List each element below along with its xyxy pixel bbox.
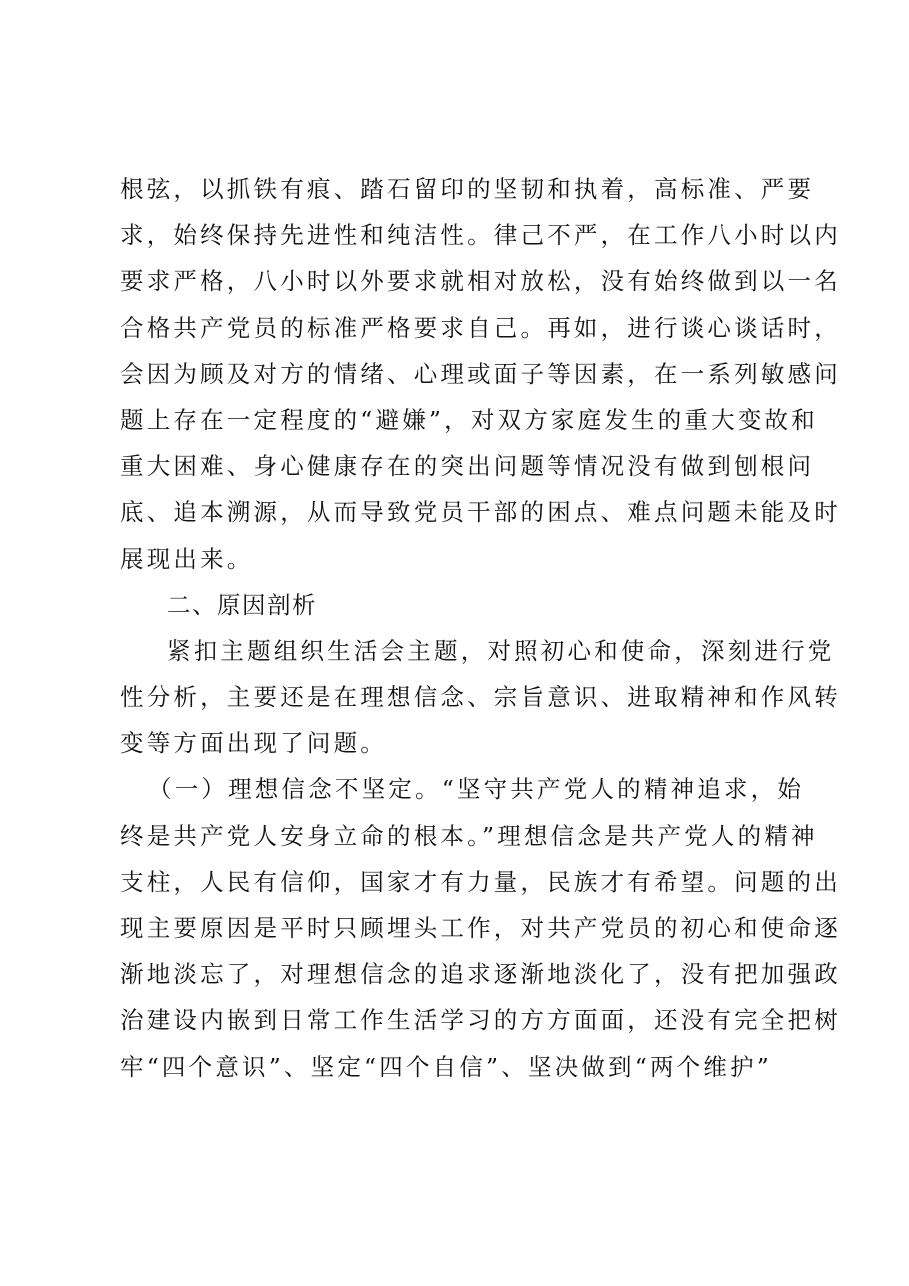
paragraph-line: 性分析，主要还是在理想信念、宗旨意识、进取精神和作风转 xyxy=(120,683,841,712)
paragraph-line: 展现出来。 xyxy=(120,544,254,573)
paragraph-line: 题上存在一定程度的“避嫌”，对双方家庭发生的重大变故和 xyxy=(120,405,818,434)
section-heading: 二、原因剖析 xyxy=(167,590,317,619)
paragraph-line: 终是共产党人安身立命的根本。”理想信念是共产党人的精神 xyxy=(120,821,818,850)
paragraph-line: 求，始终保持先进性和纯洁性。律己不严，在工作八小时以内 xyxy=(120,221,841,250)
paragraph-line: 牢“四个意识”、坚定“四个自信”、坚决做到“两个维护” xyxy=(120,1052,772,1081)
subsection-heading-line: （一）理想信念不坚定。“坚守共产党人的精神追求，始 xyxy=(148,775,805,804)
paragraph-line: 支柱，人民有信仰，国家才有力量，民族才有希望。问题的出 xyxy=(120,867,841,896)
paragraph-line: 根弦，以抓铁有痕、踏石留印的坚韧和执着，高标准、严要 xyxy=(120,175,815,203)
paragraph-line: 底、追本溯源，从而导致党员干部的困点、难点问题未能及时 xyxy=(120,498,841,527)
document-body xyxy=(120,166,841,1090)
paragraph-line: 治建设内嵌到日常工作生活学习的方方面面，还没有完全把树 xyxy=(120,1006,841,1035)
paragraph-line: 紧扣主题组织生活会主题，对照初心和使命，深刻进行党 xyxy=(167,636,835,665)
paragraph-line: 要求严格，八小时以外要求就相对放松，没有始终做到以一名 xyxy=(120,267,841,296)
paragraph-line: 现主要原因是平时只顾埋头工作，对共产党员的初心和使命逐 xyxy=(120,914,841,942)
paragraph-line: 重大困难、身心健康存在的突出问题等情况没有做到刨根问 xyxy=(120,452,815,481)
paragraph-line: 合格共产党员的标准严格要求自己。再如，进行谈心谈话时， xyxy=(120,313,841,342)
paragraph-line: 渐地淡忘了，对理想信念的追求逐渐地淡化了，没有把加强政 xyxy=(120,960,841,989)
paragraph-line: 会因为顾及对方的情绪、心理或面子等因素，在一系列敏感问 xyxy=(120,359,841,388)
paragraph-line: 变等方面出现了问题。 xyxy=(120,729,387,758)
